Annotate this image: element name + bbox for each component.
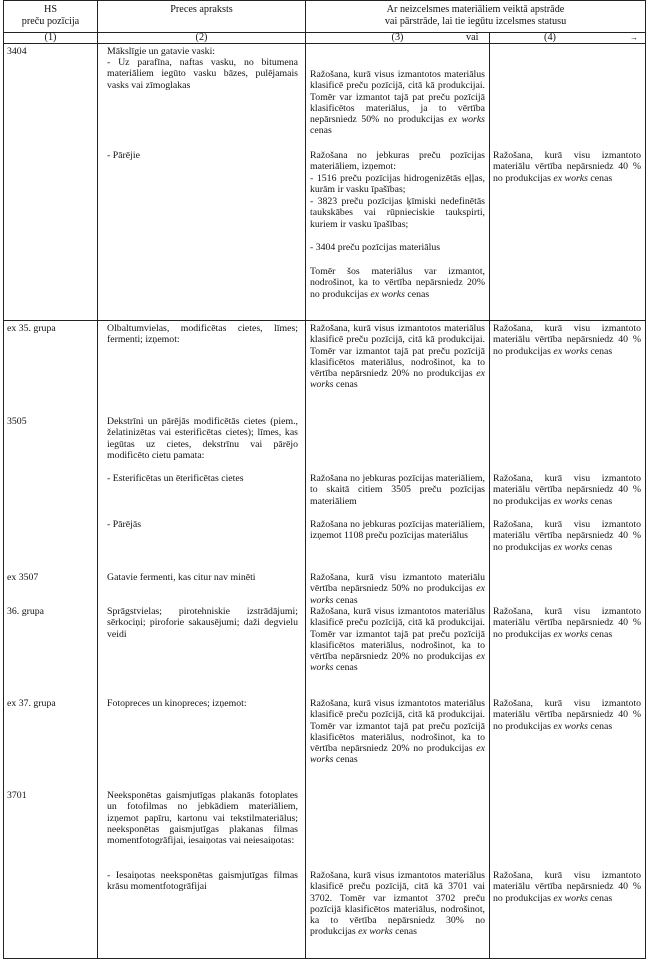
description: Olbaltumvielas, modificētas cietes, līmes; fermenti; izņemot: xyxy=(107,323,298,346)
hs-code: ex 37. grupa xyxy=(7,698,56,709)
rule-col3: Ražošana, kurā visus izmantotos materiālus klasificē preču pozīcijā, citā kā produkcijai. Tomēr var izmantot tajā pat preču pozīcijā klasificētos materiālus, nodrošinot, ka to vērtība nepārsniedz 20% no produkcijas ex works cenas xyxy=(310,698,485,766)
header-num-4: (4) xyxy=(544,32,556,43)
header-vai: vai xyxy=(466,32,479,43)
rule-col3: Ražošana, kurā visus izmantotos materiālus klasificē preču pozīcijā, citā kā produkcijai. Tomēr var izmantot tajā pat preču pozīcijā klasificētos materiālus, ja to vērtība nepārsniedz 50% no produkcijas ex works cenas xyxy=(310,69,485,137)
rule-col4: Ražošana, kurā visu izmantoto materiālu vērtība nepārsniedz 40 % no produkcijas ex works cenas xyxy=(493,150,641,184)
description: Neeksponētas gaismjutīgas plakanās fotoplates un fotofilmas no jebkādiem materiāliem, izņemot papīru, kartonu vai tekstilmateriālus; neeksponētas gaismjutīgas plakanas filmas momentfotogrāfijai, iesaiņotas vai neiesaiņotas: xyxy=(107,790,298,847)
hs-code: 3505 xyxy=(7,416,27,427)
table-border-left xyxy=(3,0,4,958)
rule-col3: Ražošana no jebkuras pozīcijas materiāliem, izņemot 1108 preču pozīcijas materiālus xyxy=(310,519,485,542)
description: - Pārējās xyxy=(107,519,142,530)
column-divider-2 xyxy=(305,0,306,958)
rule-col3: Ražošana, kurā visus izmantotos materiālus klasificē preču pozīcijā, citā kā 3701 vai 3702. Tomēr var izmantot 3702 preču pozīcijā klasificētos materiālus, nodrošinot, ka to vērtība nepārsniedz 30% no produkcijas ex works cenas xyxy=(310,870,485,938)
rule-col4: Ražošana, kurā visu izmantoto materiālu vērtība nepārsniedz 40 % no produkcijas ex works cenas xyxy=(493,606,641,640)
rule-col3: - 3823 preču pozīcijas ķīmiski nedefinētās taukskābes vai rūpnieciskie taukspirti, kuriem ir vasku īpašības; xyxy=(310,196,485,230)
rule-col4: Ražošana, kurā visu izmantoto materiālu vērtība nepārsniedz 40 % no produkcijas ex works cenas xyxy=(493,519,641,553)
rule-col4: Ražošana, kurā visu izmantoto materiālu vērtība nepārsniedz 40 % no produkcijas ex works cenas xyxy=(493,870,641,904)
table-border-top xyxy=(3,0,646,1)
description: - Esterificētas un ēterificētas cietes xyxy=(107,473,244,484)
header-num-3: (3) xyxy=(391,32,404,43)
rule-col3: Ražošana, kurā visu izmantoto materiālu vērtība nepārsniedz 50% no produkcijas ex works cenas xyxy=(310,572,485,606)
description: Dekstrīni un pārējās modificētās cietes (piem., želatinizētas vai esterificētas cietes); līmes, kas iegūtas uz cietes, dekstrīnu vai pārējo modificēto cietu pamata: xyxy=(107,416,298,461)
column-divider-3 xyxy=(489,32,490,958)
header-description: Preces apraksts xyxy=(170,4,233,15)
hs-code: 3701 xyxy=(7,790,27,801)
header-hs: HS preču pozīcija xyxy=(21,4,80,27)
description: Gatavie fermenti, kas citur nav minēti xyxy=(107,572,256,583)
description: Fotopreces un kinopreces; izņemot: xyxy=(107,698,247,709)
rule-col3: Ražošana no jebkuras preču pozīcijas materiāliem, izņemot: xyxy=(310,150,485,173)
arrow-icon: → xyxy=(630,33,638,42)
hs-code: 36. grupa xyxy=(7,606,45,617)
description: - Iesaiņotas neeksponētas gaismjutīgas filmas krāsu momentfotogrāfijai xyxy=(107,870,298,893)
rule-col4: Ražošana, kurā visu izmantoto materiālu vērtība nepārsniedz 40 % no produkcijas ex works cenas xyxy=(493,323,641,357)
rule-col3: Tomēr šos materiālus var izmantot, nodrošinot, ka to vērtība nepārsniedz 20% no produkcijas ex works cenas xyxy=(310,266,485,300)
rule-col3: Ražošana, kurā visus izmantotos materiālus klasificē preču pozīcijā, citā kā produkcijai. Tomēr var izmantot tajā pat preču pozīcijā klasificētos materiālus, nodrošinot, ka to vērtība nepārsniedz 20% no produkcijas ex works cenas xyxy=(310,323,485,391)
table-border-right xyxy=(645,0,646,958)
header-num-2: (2) xyxy=(195,32,208,43)
hs-code: ex 3507 xyxy=(7,572,39,583)
description: - Pārējie xyxy=(107,150,140,161)
table-border-bottom xyxy=(3,958,646,959)
hs-code: ex 35. grupa xyxy=(7,323,56,334)
hs-code: 3404 xyxy=(7,46,27,57)
header-num-1: (1) xyxy=(44,32,57,43)
description: - Uz parafīna, naftas vasku, no bitumena materiāliem iegūto vasku bāzes, pulējamais vasks vai zīmoglakas xyxy=(107,57,298,91)
description: Sprāgstvielas; pirotehniskie izstrādājumi; sērkociņi; piroforie sakausējumi; daži degvielu veidi xyxy=(107,606,298,640)
rule-col3: Ražošana no jebkuras pozīcijas materiāliem, to skaitā citiem 3505 preču pozīcijas materiāliem xyxy=(310,473,485,507)
rule-col3: - 1516 preču pozīcijas hidrogenizētās eļļas, kurām ir vasku īpašības; xyxy=(310,173,485,196)
rule-col3: Ražošana, kurā visus izmantotos materiālus klasificē preču pozīcijā, citā kā produkcijai. Tomēr var izmantot tajā pat preču pozīcijā klasificētos materiālus, nodrošinot, ka to vērtība nepārsniedz 20% no produkcijas ex works cenas xyxy=(310,606,485,674)
rule-col3: - 3404 preču pozīcijas materiālus xyxy=(310,242,441,253)
header-processing: Ar neizcelsmes materiāliem veiktā apstrāde vai pārstrāde, lai tie iegūtu izcelsmes statusu xyxy=(384,4,567,27)
rule-col4: Ražošana, kurā visu izmantoto materiālu vērtība nepārsniedz 40 % no produkcijas ex works cenas xyxy=(493,473,641,507)
column-divider-1 xyxy=(97,0,98,958)
rule-col4: Ražošana, kurā visu izmantoto materiālu vērtība nepārsniedz 40 % no produkcijas ex works cenas xyxy=(493,698,641,732)
description: Mākslīgie un gatavie vaski: xyxy=(107,46,216,57)
row-divider-3404 xyxy=(3,320,646,321)
